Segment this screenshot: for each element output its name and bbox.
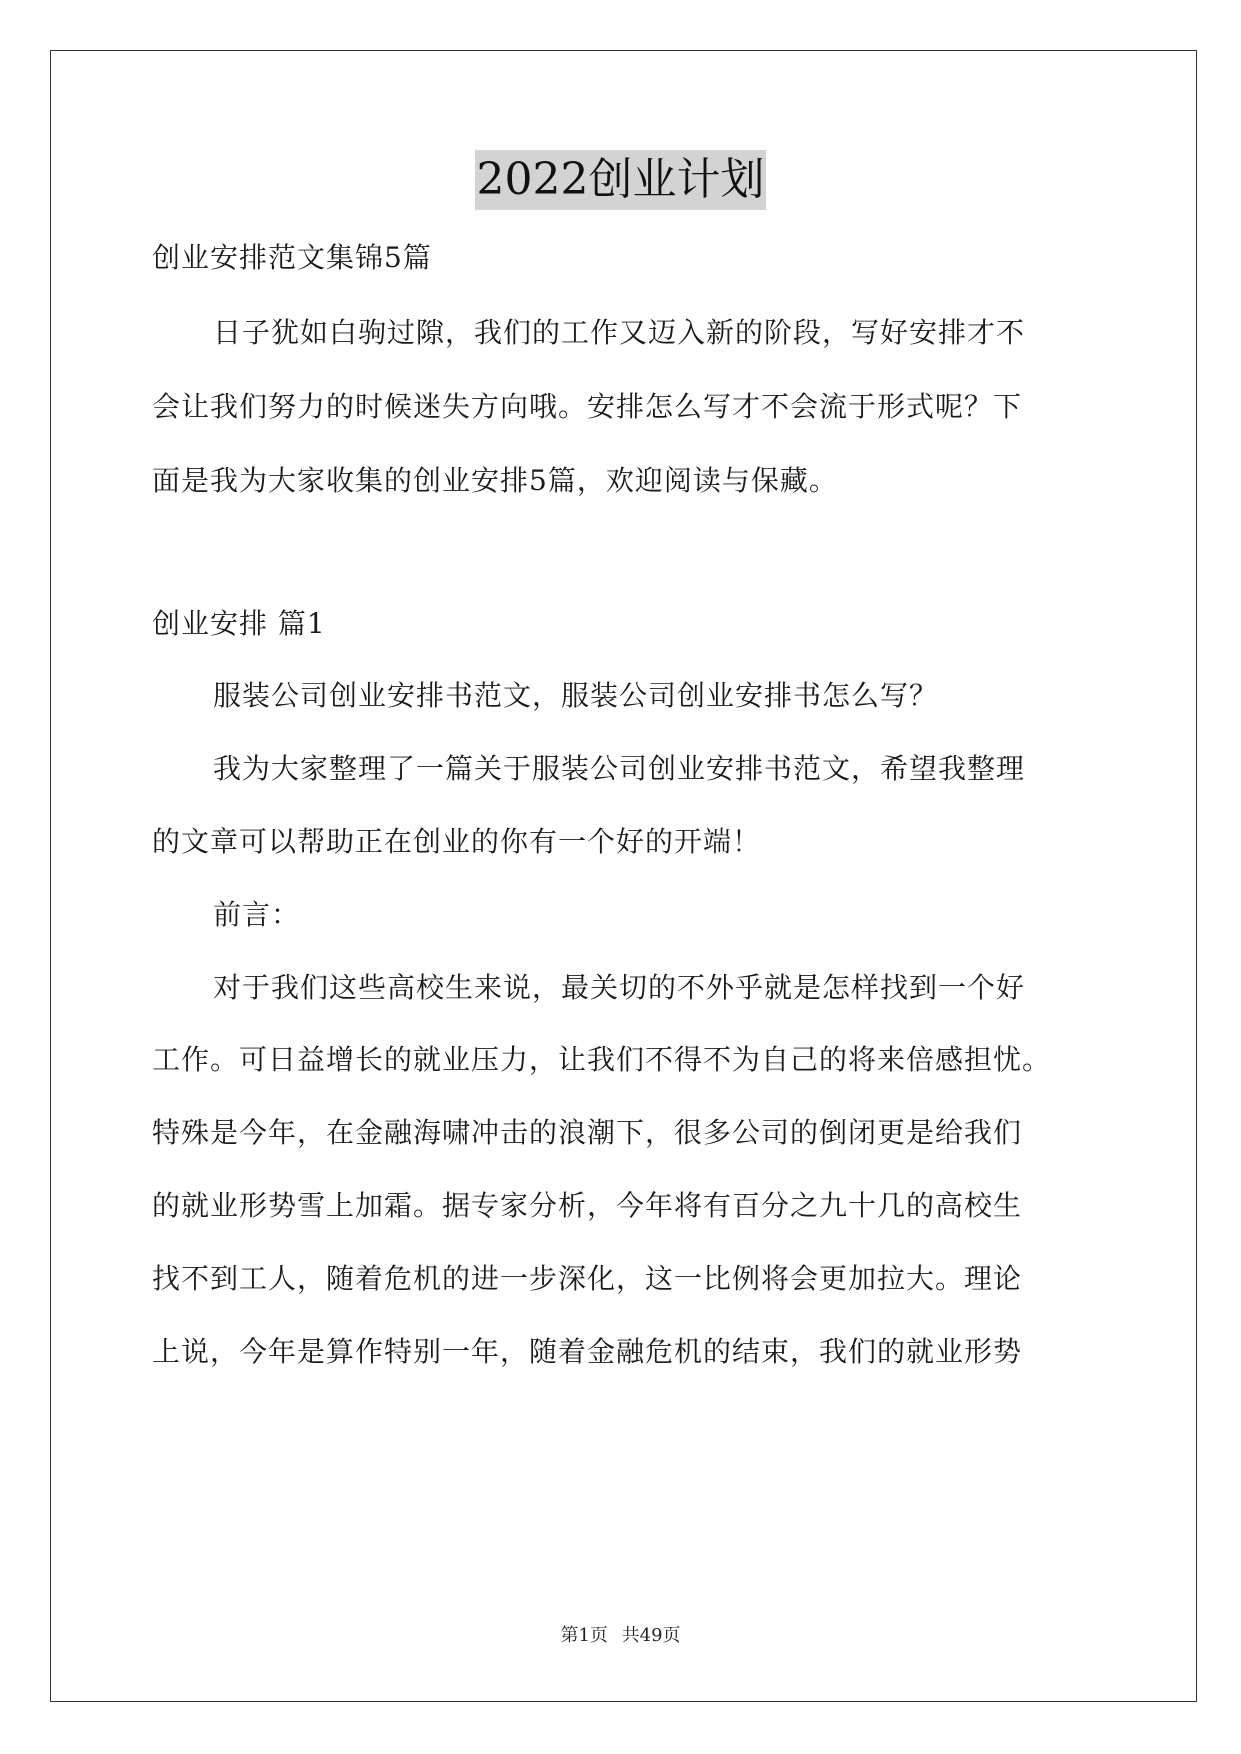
paragraph-line: 会让我们努力的时候迷失方向哦。安排怎么写才不会流于形式呢？下 (152, 390, 1023, 423)
section-heading: 创业安排 篇1 (152, 607, 326, 640)
paragraph-line: 前言： (213, 898, 301, 931)
paragraph-line: 对于我们这些高校生来说，最关切的不外乎就是怎样找到一个好 (213, 971, 1026, 1004)
paragraph-line: 的就业形势雪上加霜。据专家分析，今年将有百分之九十几的高校生 (152, 1189, 1023, 1222)
page-border (50, 50, 1197, 1702)
paragraph-line: 工作。可日益增长的就业压力，让我们不得不为自己的将来倍感担忧。 (152, 1043, 1052, 1076)
paragraph-line: 日子犹如白驹过隙，我们的工作又迈入新的阶段，写好安排才不 (213, 316, 1026, 349)
paragraph-line: 服装公司创业安排书范文，服装公司创业安排书怎么写？ (213, 679, 939, 712)
title-container (0, 150, 1241, 210)
paragraph-line: 上说，今年是算作特别一年，随着金融危机的结束，我们的就业形势 (152, 1335, 1023, 1368)
paragraph-line: 找不到工人，随着危机的进一步深化，这一比例将会更加拉大。理论 (152, 1262, 1023, 1295)
paragraph-line: 面是我为大家收集的创业安排5篇，欢迎阅读与保藏。 (152, 464, 838, 497)
subtitle-line: 创业安排范文集锦5篇 (152, 241, 432, 274)
document-title: 2022创业计划 (475, 150, 767, 210)
page-footer (0, 1624, 1241, 1648)
paragraph-line: 我为大家整理了一篇关于服装公司创业安排书范文，希望我整理 (213, 752, 1026, 785)
page-number: 第1页 (560, 1625, 608, 1646)
paragraph-line: 的文章可以帮助正在创业的你有一个好的开端！ (152, 825, 762, 858)
paragraph-line: 特殊是今年，在金融海啸冲击的浪潮下，很多公司的倒闭更是给我们 (152, 1116, 1023, 1149)
page-total: 共49页 (621, 1625, 681, 1646)
